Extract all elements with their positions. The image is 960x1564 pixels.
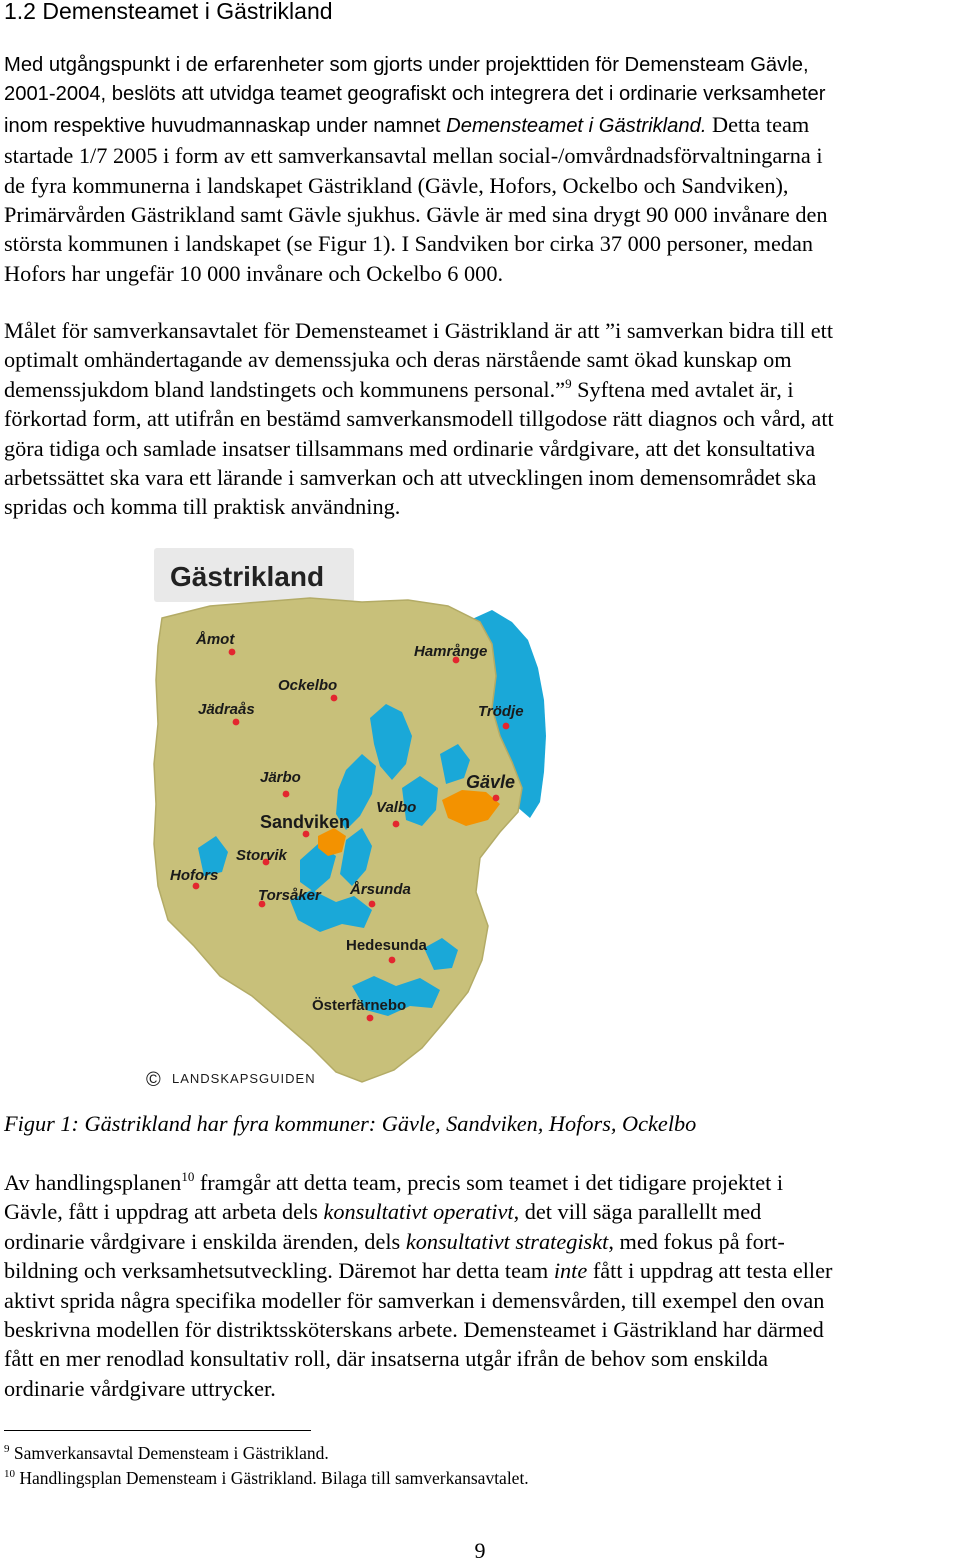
para2-line: förkortad form, att utifrån en bestämd samverkansmodell tillgodose rätt diagnos och vård, att [4,406,834,432]
map-label-osterfarnebo: Österfärnebo [312,997,407,1014]
gastrikland-map-figure [140,540,560,1092]
map-label-torsaker: Torsåker [258,887,321,904]
map-label-trodje: Trödje [478,703,524,720]
para2-line: göra tidiga och samlade insatser tillsammans med ordinarie vårdgivare, att det konsultativa [4,435,816,461]
para3-text: framgår att detta team, precis som teamet i det tidigare projektet i [194,1170,784,1195]
paragraph-2 [4,316,960,522]
map-label-sandviken: Sandviken [260,812,351,832]
figure-caption: Figur 1: Gästrikland har fyra kommuner: Gävle, Sandviken, Hofors, Ockelbo [4,1111,697,1136]
footnote-text: Handlingsplan Demensteam i Gästrikland. Bilaga till samverkansavtalet. [15,1468,529,1488]
map-label-amot: Åmot [196,631,235,648]
footnote-10 [4,1467,529,1489]
para1-text: Detta team [706,111,810,137]
map-credit: LANDSKAPSGUIDEN [172,1071,316,1086]
para2-line: spridas och komma till praktisk användning. [4,494,401,520]
para3-line: beskrivna modellen för distriktssköterskans arbete. Demensteamet i Gästrikland har därmed [4,1317,824,1343]
para1-line: 2001-2004, beslöts att utvidga teamet geografiskt och integrera det i ordinarie verksamheter [4,83,826,106]
para1-text: Gävle är med sina drygt 90 000 invånare den [420,202,828,228]
para3-text: fått i uppdrag att testa eller [587,1258,833,1284]
map-label-gavle: Gävle [466,772,516,792]
para1-line: de fyra kommunerna i landskapet Gästrikland (Gävle, Hofors, Ockelbo och Sandviken), [4,172,789,198]
para1-line: Med utgångspunkt i de erfarenheter som gjorts under projekttiden för Demensteam Gävle, [4,54,809,76]
map-label-jarbo: Järbo [260,769,301,786]
para1-line: Hofors har ungefär 10 000 invånare och Ockelbo 6 000. [4,260,504,286]
map-label-hofors: Hofors [170,867,219,884]
para3-text: ordinarie vårdgivare i enskilda ärenden, dels [4,1228,406,1254]
map-label-hedesunda: Hedesunda [346,937,427,954]
footnote-text: Samverkansavtal Demensteam i Gästrikland. [9,1443,329,1463]
map-label-hamrange: Hamrånge [414,643,488,660]
footnote-number: 10 [4,1468,15,1480]
para2-line: arbetssättet ska vara ett lärande i samverkan och att utvecklingen inom demensområdet ska [4,465,817,491]
para1-line: största kommunen i landskapet (se Figur 1). I Sandviken bor cirka 37 000 personer, medan [4,231,814,257]
para2-text: Syftena med avtalet är, i [571,376,794,402]
para2-line: Målet för samverkansavtalet för Demensteamet i Gästrikland är att ”i samverkan bidra till ett [4,318,834,343]
footnote-9 [4,1442,329,1464]
team-name-emphasis: Demensteamet i Gästrikland. [446,114,707,137]
map-label-jadraas: Jädraås [198,701,255,718]
para1-text: Primärvården Gästrikland samt Gävle sjukhus. [4,202,421,228]
map-label-ockelbo: Ockelbo [278,677,338,694]
emphasis-not: inte [553,1258,588,1284]
footnote-separator [4,1430,311,1431]
para3-text: Däremot har detta team [332,1258,554,1284]
paragraph-3 [4,1168,960,1403]
para1-text: inom respektive huvudmannaskap under namnet [4,114,447,137]
paragraph-1 [4,51,960,288]
para3-line: aktivt sprida några specifika modeller för samverkan i demensvården, till exempel den ovan [4,1287,825,1313]
map-label-arsunda: Årsunda [350,881,411,898]
para3-text: bildning och verksamhetsutveckling. [4,1258,333,1284]
section-heading: 1.2 Demensteamet i Gästrikland [4,0,333,24]
page-number: 9 [474,1538,486,1563]
para3-text: , det vill säga parallellt med [513,1199,762,1225]
map-label-storvik: Storvik [236,847,287,864]
map-image [140,540,560,1092]
footnote-ref-9[interactable]: 9 [565,375,572,391]
emphasis-operative: konsultativt operativt [323,1199,514,1225]
para2-text: demenssjukdom bland landstingets och kommunens personal.” [4,376,566,402]
para3-text: Av handlingsplanen [4,1170,182,1195]
map-title: Gästrikland [170,561,325,592]
para3-line: fått en mer renodlad konsultativ roll, där insatserna utgår ifrån de behov som enskilda [4,1346,769,1372]
footnote-ref-10[interactable]: 10 [181,1169,195,1184]
para3-line: ordinarie vårdgivare uttrycker. [4,1375,276,1401]
para3-text: Gävle, fått i uppdrag att arbeta dels [4,1199,324,1225]
map-label-valbo: Valbo [376,799,417,816]
para3-text: , med fokus på fort- [608,1228,785,1254]
para2-line: optimalt omhändertagande av demenssjuka och deras närstående samt ökad kunskap om [4,347,792,373]
footnote-number: 9 [4,1443,10,1455]
copyright-symbol-icon: © [146,1069,161,1091]
para1-line: startade 1/7 2005 i form av ett samverkansavtal mellan social-/omvårdnadsförvaltningarna i [4,143,823,169]
emphasis-strategic: konsultativt strategiskt [405,1228,609,1254]
